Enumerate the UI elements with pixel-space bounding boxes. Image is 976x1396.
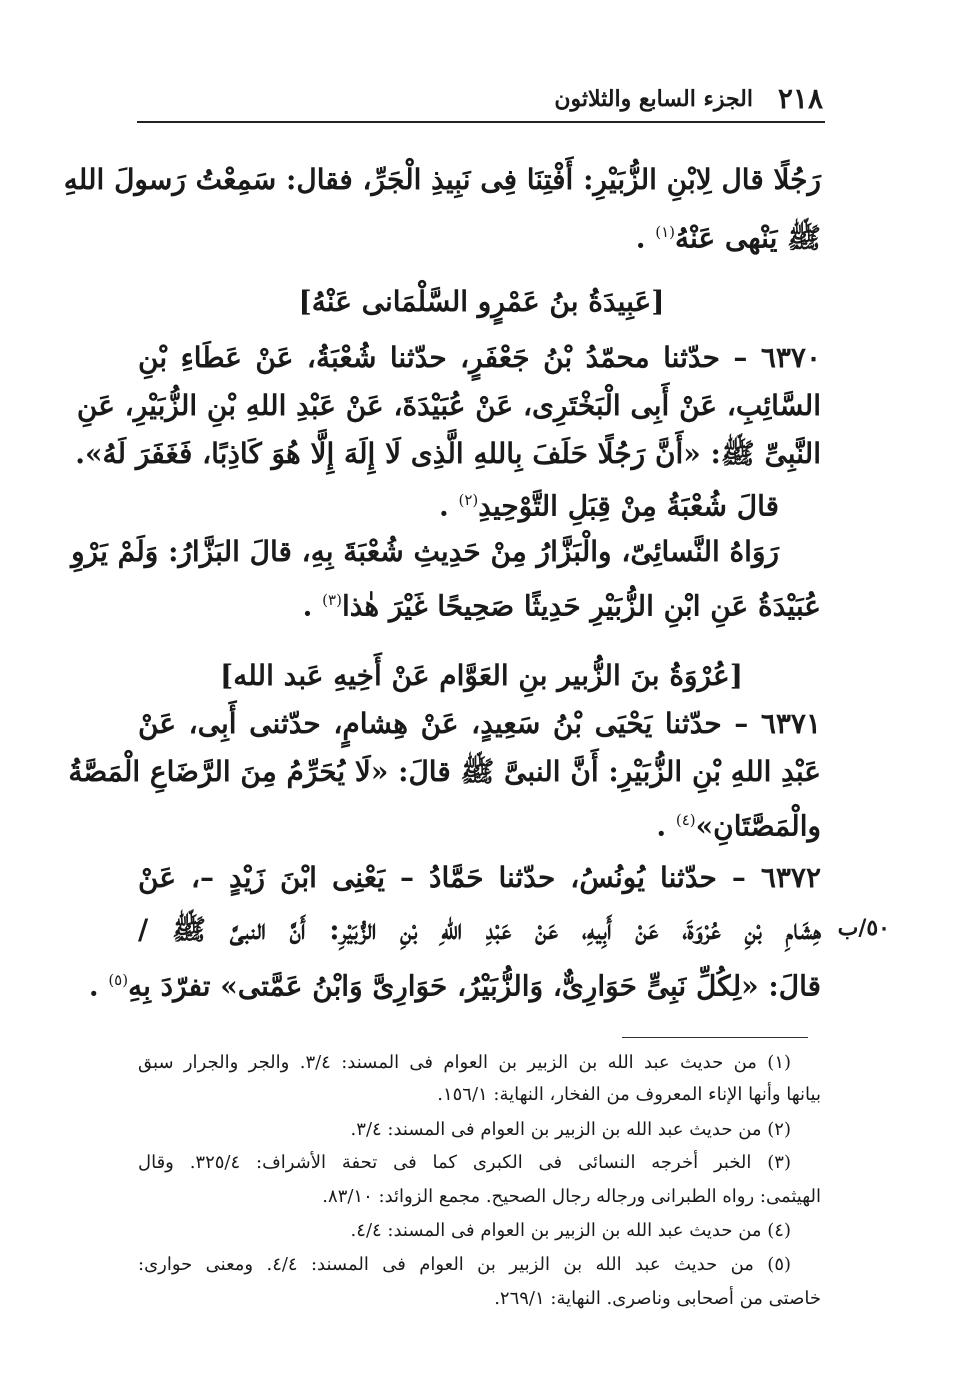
text-line: قالَ: «لِكُلِّ نَبِىٍّ حَوَارِىٌّ، وَالزُّبَيْرُ، حَوَارِىَّ وَابْنُ عَمَّتى» تفرّدَ بِهِ$^{(٥)}$ . (88, 969, 821, 1003)
footnote-ref: (٢) (458, 491, 479, 509)
footnote-ref: (١) (655, 223, 676, 241)
margin-folio-note: ٥٠/ب (837, 915, 890, 941)
footnote-ref: (٤) (675, 811, 696, 829)
text-span: عُبَيْدَةُ عَنِ ابْنِ الزُّبَيْرِ حَدِيثًا صَحِيحًا غَيْرَ هٰذا (341, 589, 821, 623)
section-heading: [عُرْوَةُ بنَ الزُّبير بنِ العَوَّام عَنْ أَخِيهِ عَبد الله] (220, 659, 743, 692)
footnote-line: الهيثمى: رواه الطبرانى ورجاله رجال الصحيح. مجمع الزوائد: ٨٣/١٠. (322, 1186, 821, 1207)
page-header (140, 70, 823, 122)
text-line: ٦٣٧١ – حدّثنا يَحْيَى بْنُ سَعِيدٍ، عَنْ هِشامٍ، حدّثنى أَبِى، عَنْ (138, 707, 821, 740)
footnote-ref: (٣) (322, 591, 342, 609)
text-span: قالَ شُعْبَةُ مِنْ قِبَلِ التَّوْحِيدِ (478, 489, 779, 523)
text-line: السَّائِبِ، عَنْ أَبِى الْبَخْتَرِى، عَنْ عُبَيْدَةَ، عَنْ عَبْدِ اللهِ بْنِ الزُّبَيْرِ، عَنِ (76, 389, 821, 422)
footnote-line: بيانها وأنها الإناء المعروف من الفخار، النهاية: ١٥٦/١. (437, 1084, 821, 1105)
section-heading: [عَبِيدَةُ بنُ عَمْرٍو السَّلْمَانى عَنْهُ] (298, 285, 665, 318)
footnote-line: خاصتى من أصحابى وناصرى. النهاية: ٢٦٩/١. (494, 1288, 821, 1309)
text-line: هِشَامِ بْنِ عُرْوَةَ، عَنْ أَبِيهِ، عَنْ عَبْدِ اللهِ بْنِ الزُّبَيْرِ: أَنَّ النبىَّ ﷺ / (138, 913, 821, 946)
text-line: ﷺ يَنْهى عَنْهُ$^{(١)}$ . (635, 221, 821, 255)
footnote-rule (622, 1037, 808, 1038)
text-line: رَوَاهُ النَّسائِىّ، والْبَزَّارُ مِنْ حَدِيثِ شُعْبَةَ بِهِ، قالَ البَزَّارُ: وَلَمْ يَرْوِ (71, 535, 779, 568)
footnote-ref: (٥) (108, 971, 129, 989)
page-number: ٢١٨ (777, 82, 823, 115)
text-line: ٦٣٧٢ – حدّثنا يُونُسُ، حدّثنا حَمَّادُ – يَعْنِى ابْنَ زَيْدٍ –، عَنْ (138, 861, 821, 894)
text-line: عَبْدِ اللهِ بْنِ الزُّبَيْرِ: أَنَّ النبىَّ ﷺ قالَ: «لَا يُحَرِّمُ مِنَ الرَّضَاعِ الْمَصَّةُ (68, 755, 821, 788)
text-span: والْمَصَّتَانِ» (695, 809, 821, 843)
footnote-line: (١) من حديث عبد الله بن الزبير بن العوام فى المسند: ٣/٤. والجر والجرار سبق (138, 1052, 792, 1073)
text-line: رَجُلًا قال لِابْنِ الزُّبَيْرِ: أَفْتِنَا فِى نَبِيذِ الْجَرِّ، فقال: سَمِعْتُ رَسولَ اللهِ (63, 163, 821, 196)
footnote-line: (٥) من حديث عبد الله بن الزبير بن العوام فى المسند: ٤/٤. ومعنى حوارى: (138, 1254, 792, 1275)
text-line: النَّبِىِّ ﷺ: «أَنَّ رَجُلًا حَلَفَ بِاللهِ الَّذِى لَا إِلَهَ إِلَّا هُوَ كَاذِبًا، فَغَفَرَ لَهُ». (75, 437, 821, 470)
header-rule (137, 121, 825, 123)
text-span: ﷺ يَنْهى عَنْهُ (675, 221, 821, 255)
footnote-line: (٣) الخبر أخرجه النسائى فى الكبرى كما فى تحفة الأشراف: ٣٢٥/٤. وقال (138, 1152, 791, 1173)
text-span: قالَ: «لِكُلِّ نَبِىٍّ حَوَارِىٌّ، وَالزُّبَيْرُ، حَوَارِىَّ وَابْنُ عَمَّتى» تفرّدَ بِهِ (128, 969, 821, 1003)
text-line: ٦٣٧٠ – حدّثنا محمّدُ بْنُ جَعْفَرٍ، حدّثنا شُعْبَةُ، عَنْ عَطَاءِ بْنِ (138, 341, 821, 374)
footnote-line: (٢) من حديث عبد الله بن الزبير بن العوام فى المسند: ٣/٤. (350, 1119, 791, 1140)
footnote-line: (٤) من حديث عبد الله بن الزبير بن العوام فى المسند: ٤/٤. (350, 1220, 791, 1241)
text-line: قالَ شُعْبَةُ مِنْ قِبَلِ التَّوْحِيدِ$^{(٢)}$ . (439, 489, 779, 523)
text-line: والْمَصَّتَانِ»$^{(٤)}$ . (656, 809, 821, 843)
running-title: الجزء السابع والثلاثون (554, 86, 753, 112)
text-line: عُبَيْدَةُ عَنِ ابْنِ الزُّبَيْرِ حَدِيثًا صَحِيحًا غَيْرَ هٰذا$^{(٣)}$ . (302, 589, 821, 623)
